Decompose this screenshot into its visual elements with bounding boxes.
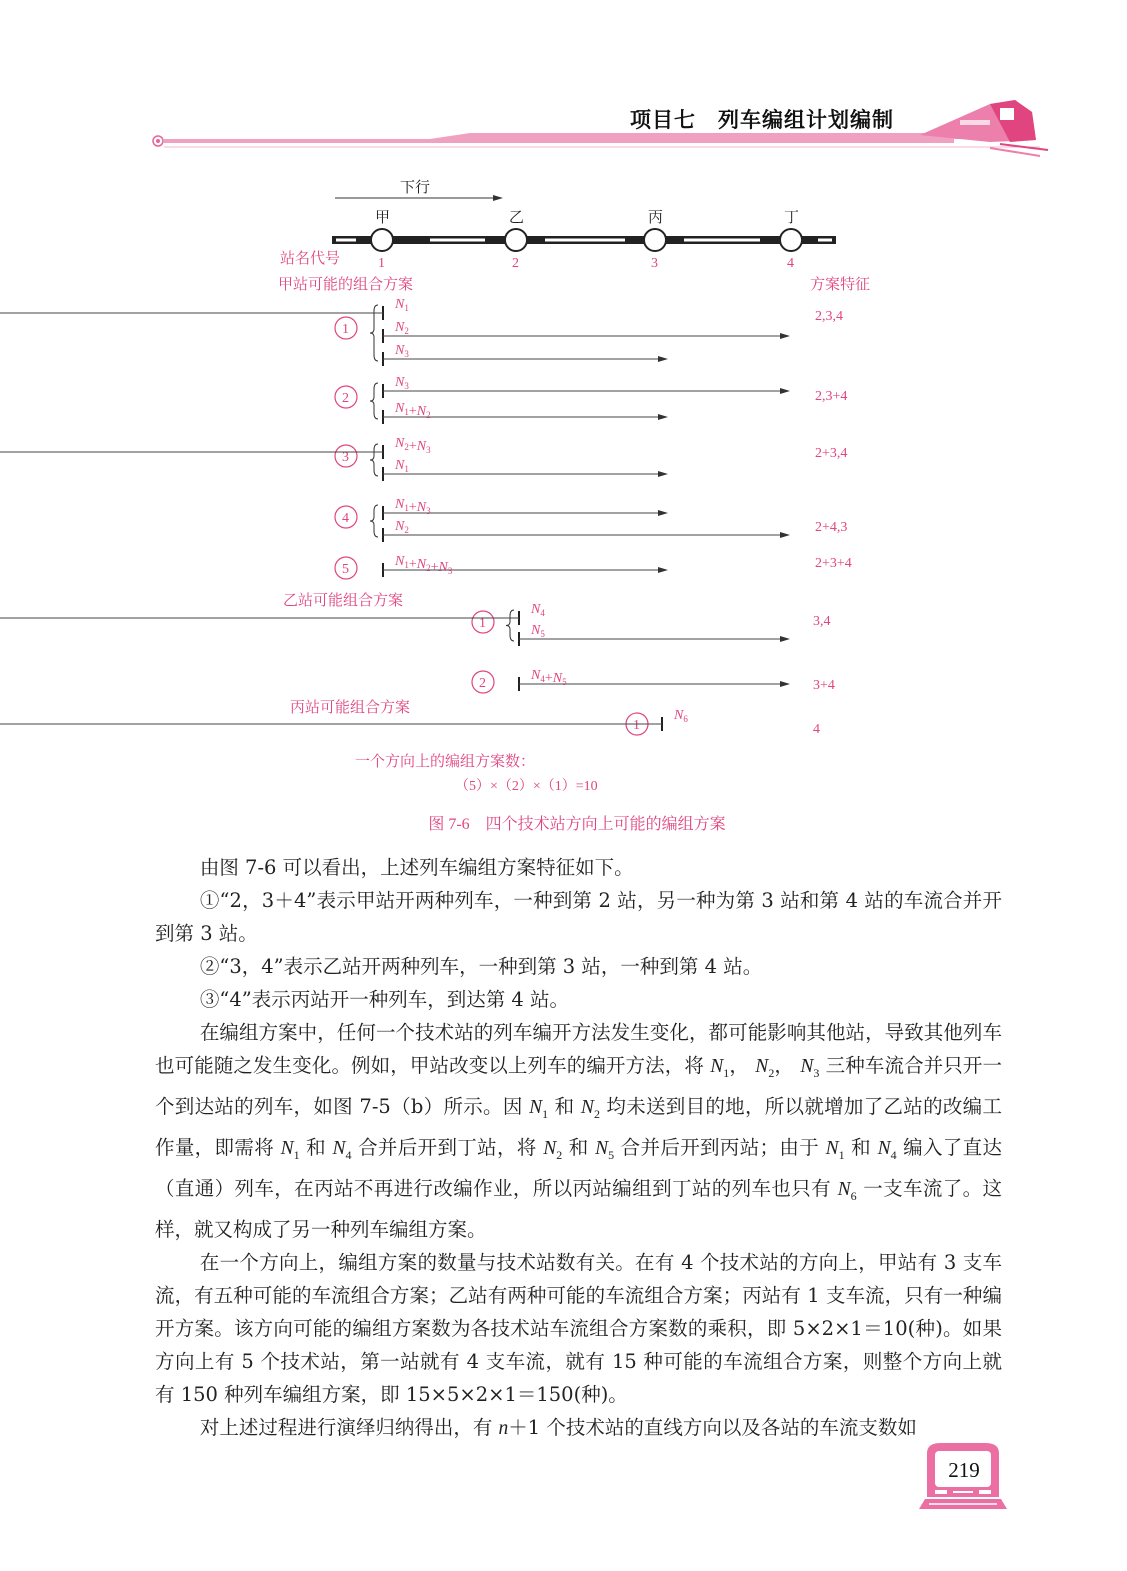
- text-run: 合并后开到丁站，将: [351, 1135, 544, 1159]
- scheme-number: 3: [342, 450, 349, 465]
- scheme-feature: 2+3,4: [815, 446, 848, 461]
- station-circle: [644, 229, 666, 251]
- station-code: 2: [512, 256, 519, 271]
- paragraph: [155, 1246, 1002, 1411]
- scheme-feature: 2,3,4: [815, 309, 843, 324]
- text-run: 均未送到目的地，所以就增加了乙站的改编工作量，即需将: [155, 1094, 1002, 1159]
- track-dash: [818, 239, 832, 242]
- paragraph: [155, 983, 1002, 1016]
- text-run: 对上述过程进行演绎归纳得出，有: [199, 1415, 499, 1439]
- text-run: ＋1 个技术站的直线方向以及各站的车流支数如: [508, 1415, 917, 1439]
- text-run: 合并后开到丙站；由于: [614, 1135, 826, 1159]
- page-number: 219: [948, 1458, 980, 1482]
- header-rule: [164, 139, 954, 143]
- flow-variable: $N_2$: [543, 1137, 563, 1162]
- flow-arrowhead: [658, 567, 668, 573]
- flow-label: $N_1$: [395, 458, 409, 474]
- math-variable: n: [498, 1417, 509, 1439]
- flow-label: $N_3$: [395, 375, 409, 391]
- flow-arrowhead: [658, 510, 668, 516]
- group-title: 乙站可能组合方案: [283, 593, 404, 609]
- paragraph: [155, 1016, 1002, 1246]
- chapter-title: 项目七 列车编组计划编制: [630, 108, 894, 132]
- scheme-brace: [370, 383, 378, 419]
- flow-arrowhead: [658, 356, 668, 362]
- station-code: 4: [787, 256, 794, 271]
- page-header-decoration: [0, 0, 1127, 170]
- text-run: 三种车流合并只开一个到达站的列车，如图 7-5（b）所示。因: [155, 1054, 1002, 1118]
- station-name: 丙: [648, 210, 664, 226]
- scheme-feature: 2+3+4: [815, 556, 852, 571]
- station-circle: [371, 229, 393, 251]
- flow-label: $N_1+N_2+N_3$: [395, 554, 453, 576]
- text-run: 在一个方向上，编组方案的数量与技术站数有关。在有 4 个技术站的方向上，甲站有 3 支车流，有五种可能的车流组合方案；乙站有两种可能的车流组合方案；丙站有 1 支车流，只有一种编开方案。该方向可能的编组方案数为各技术站车流组合方案数的乘积，即 5×2×1＝10(种)。如果方向上有 5 个技术站，第一站就有 4 支车流，就有 15 种可能的车流组合方案，则整个方向上就有 150 种列车编组方案，即 15×5×2×1＝150(种)。: [155, 1250, 1002, 1406]
- scheme-brace: [370, 444, 378, 476]
- flow-label: $N_6$: [674, 708, 688, 724]
- text-run: ①“2，3＋4”表示甲站开两种列车，一种到第 2 站，另一种为第 3 站和第 4 站的车流合并开到第 3 站。: [155, 889, 1002, 945]
- text-run: 由图 7-6 可以看出，上述列车编组方案特征如下。: [199, 856, 634, 879]
- flow-label: $N_1+N_2$: [395, 401, 431, 420]
- station-code: 3: [651, 256, 658, 271]
- scheme-number: 1: [479, 616, 486, 631]
- text-run: 和: [844, 1135, 878, 1159]
- flow-variable: $N_5$: [595, 1137, 615, 1162]
- flow-label: $N_4+N_5$: [531, 668, 567, 687]
- flow-label: $N_1$: [395, 297, 409, 313]
- paragraph: [155, 851, 1002, 884]
- track-dash: [684, 239, 760, 242]
- flow-label: $N_3$: [395, 343, 409, 359]
- train-icon: [920, 100, 1048, 156]
- scheme-number: 1: [342, 322, 349, 337]
- paragraph: [155, 950, 1002, 983]
- station-name: 丁: [784, 210, 800, 226]
- flow-arrowhead: [658, 414, 668, 420]
- flow-variable: $N_2$: [755, 1056, 775, 1080]
- figure-7-6: [0, 170, 1127, 840]
- text-run: 和: [562, 1135, 596, 1159]
- flow-label: $N_5$: [531, 623, 545, 639]
- feature-header: 方案特征: [810, 277, 871, 293]
- flow-label: $N_1+N_3$: [395, 497, 431, 516]
- flow-variable: $N_2$: [580, 1096, 600, 1121]
- station-circle: [505, 229, 527, 251]
- scheme-number: 5: [342, 562, 349, 577]
- flow-label: $N_2+N_3$: [395, 436, 431, 455]
- paragraph: [155, 1411, 1002, 1445]
- text-run: 和: [299, 1135, 333, 1159]
- flow-arrowhead: [780, 636, 790, 642]
- flow-variable: $N_1$: [710, 1056, 730, 1080]
- scheme-feature: 2,3+4: [815, 389, 848, 404]
- flow-variable: $N_6$: [837, 1178, 857, 1203]
- scheme-count-formula: （5）×（2）×（1）=10: [455, 779, 598, 794]
- scheme-feature: 4: [813, 722, 820, 737]
- text-run: ③“4”表示丙站开一种列车，到达第 4 站。: [199, 988, 569, 1011]
- station-code: 1: [378, 256, 385, 271]
- track-dash: [336, 239, 356, 242]
- text-run: 编入了直达（直通）列车，在丙站不再进行改编作业，所以丙站编组到丁站的列车也只有: [155, 1135, 1002, 1200]
- flow-variable: $N_1$: [280, 1137, 300, 1162]
- scheme-count-label: 一个方向上的编组方案数：: [355, 754, 536, 770]
- scheme-number: 4: [342, 511, 349, 526]
- text-run: ，: [729, 1054, 756, 1077]
- flow-arrowhead: [658, 471, 668, 477]
- scheme-number: 1: [633, 718, 640, 733]
- scheme-brace: [370, 505, 378, 537]
- text-run: 和: [548, 1094, 581, 1118]
- text-run: ②“3，4”表示乙站开两种列车，一种到第 3 站，一种到第 4 站。: [199, 955, 763, 978]
- flow-label: $N_2$: [395, 320, 409, 336]
- flow-arrowhead: [780, 532, 790, 538]
- track-dash: [545, 239, 625, 242]
- text-run: ，: [774, 1054, 801, 1077]
- flow-variable: $N_4$: [877, 1137, 897, 1162]
- body-text: [155, 851, 1002, 1445]
- flow-variable: $N_1$: [529, 1096, 549, 1121]
- scheme-feature: 3,4: [813, 614, 831, 629]
- flow-arrowhead: [780, 681, 790, 687]
- flow-variable: $N_1$: [825, 1137, 845, 1162]
- figure-caption: 图 7-6 四个技术站方向上可能的编组方案: [428, 816, 726, 833]
- flow-label: $N_4$: [531, 602, 545, 618]
- track-dash: [430, 239, 485, 242]
- scheme-feature: 3+4: [813, 678, 835, 693]
- group-title: 丙站可能组合方案: [290, 700, 411, 716]
- scheme-feature: 2+4,3: [815, 520, 848, 535]
- scheme-number: 2: [479, 676, 486, 691]
- group-title: 甲站可能的组合方案: [278, 277, 414, 293]
- direction-arrowhead: [493, 195, 503, 201]
- scheme-brace: [506, 610, 514, 641]
- text-run: 一支车流了。这样，就又构成了另一种列车编组方案。: [155, 1176, 1003, 1241]
- direction-label: 下行: [400, 180, 431, 196]
- paragraph: [155, 884, 1002, 950]
- station-name: 乙: [509, 210, 525, 226]
- flow-arrowhead: [780, 333, 790, 339]
- station-code-label: 站名代号: [280, 251, 341, 267]
- flow-variable: $N_3$: [800, 1056, 820, 1080]
- station-circle: [780, 229, 802, 251]
- flow-label: $N_2$: [395, 519, 409, 535]
- text-run: 在编组方案中，任何一个技术站的列车编开方法发生变化，都可能影响其他站，导致其他列车也可能随之发生变化。例如，甲站改变以上列车的编开方法，将: [155, 1021, 1002, 1077]
- flow-arrowhead: [780, 388, 790, 394]
- station-name: 甲: [375, 210, 391, 226]
- flow-variable: $N_4$: [332, 1137, 352, 1162]
- scheme-number: 2: [342, 391, 349, 406]
